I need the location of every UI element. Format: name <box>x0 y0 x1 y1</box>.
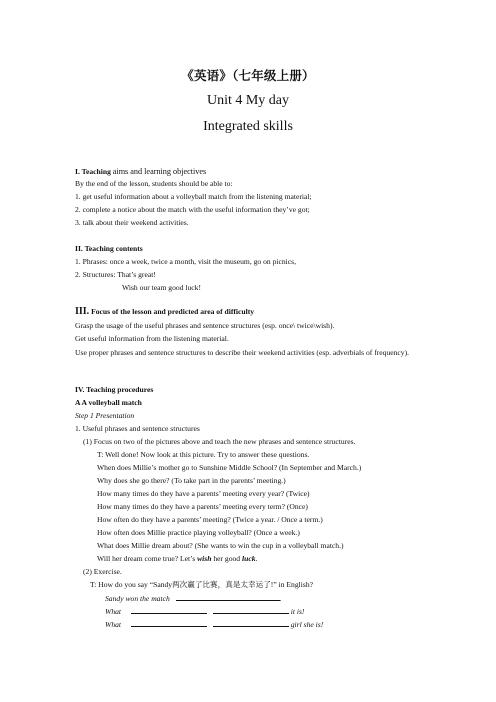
dialogue-line-wish: Will her dream come true? Let’s wish her good luck. <box>97 554 258 563</box>
answer-blank[interactable] <box>213 606 289 614</box>
answer-blank[interactable] <box>131 606 207 614</box>
procedure-item-1-2: (2) Exercise. <box>83 567 122 576</box>
document-title: 《英语》（七年级上册） <box>181 68 315 83</box>
dialogue-line: How often does Millie practice playing volleyball? (Once a week.) <box>97 528 300 537</box>
dialogue-line: When does Millie’s mother go to Sunshine Middle School? (In September and March.) <box>97 463 362 472</box>
answer-blank[interactable] <box>176 593 280 601</box>
focus-line-2: Get useful information from the listening material. <box>75 334 229 343</box>
procedure-item-1-1: (1) Focus on two of the pictures above and teach the new phrases and sentence structures. <box>83 437 356 446</box>
exercise-sentence-3: What girl she is! <box>105 620 324 629</box>
contents-structures: 2. Structures: That’s great! <box>75 270 156 279</box>
procedure-item-1: 1. Useful phrases and sentence structures <box>75 424 200 433</box>
focus-line-1: Grasp the usage of the useful phrases and sentence structures (esp. once\ twice\wish). <box>75 321 335 330</box>
dialogue-line: What does Millie dream about? (She wants to win the cup in a volleyball match.) <box>97 541 344 550</box>
step-1-heading: Step 1 Presentation <box>75 411 135 420</box>
objective-3: 3. talk about their weekend activities. <box>75 218 189 227</box>
section-3-heading: III. Focus of the lesson and predicted area of difficulty <box>75 306 255 317</box>
exercise-sentence-1: Sandy won the match . <box>105 594 282 603</box>
objective-2: 2. complete a notice about the match with the useful information they’ve got; <box>75 205 310 214</box>
focus-line-3: Use proper phrases and sentence structures to describe their weekend activities (esp. adverbials of frequency). <box>75 348 409 357</box>
section-4-heading: IV. Teaching procedures <box>75 385 154 394</box>
section-2-heading: II. Teaching contents <box>75 244 143 253</box>
answer-blank[interactable] <box>131 619 207 627</box>
dialogue-line: How often do they have a parents’ meeting? (Twice a year. / Once a term.) <box>97 515 323 524</box>
contents-phrases: 1. Phrases: once a week, twice a month, visit the museum, go on picnics, <box>75 257 297 266</box>
exercise-sentence-2: What it is! <box>105 607 305 616</box>
answer-blank[interactable] <box>213 619 289 627</box>
dialogue-line: How many times do they have a parents’ meeting every year? (Twice) <box>97 489 310 498</box>
contents-structure-2: Wish our team good luck! <box>122 283 201 292</box>
translation-question: T: How do you say “Sandy两次赢了比赛，真是太幸运了!” in English? <box>90 580 313 589</box>
section-1-intro: By the end of the lesson, students should be able to: <box>75 179 233 188</box>
dialogue-line: Why does she go there? (To take part in the parents’ meeting.) <box>97 476 286 485</box>
dialogue-line: How many times do they have a parents’ meeting every term? (Once) <box>97 502 308 511</box>
objective-1: 1. get useful information about a volleyball match from the listening material; <box>75 192 312 201</box>
dialogue-line: T: Well done! Now look at this picture. Try to answer these questions. <box>97 450 310 459</box>
section-1-heading: I. Teaching aims and learning objectives <box>75 167 207 176</box>
part-a-heading: A A volleyball match <box>75 398 142 407</box>
unit-title: Unit 4 My day <box>206 93 290 108</box>
lesson-title: Integrated skills <box>203 119 293 134</box>
